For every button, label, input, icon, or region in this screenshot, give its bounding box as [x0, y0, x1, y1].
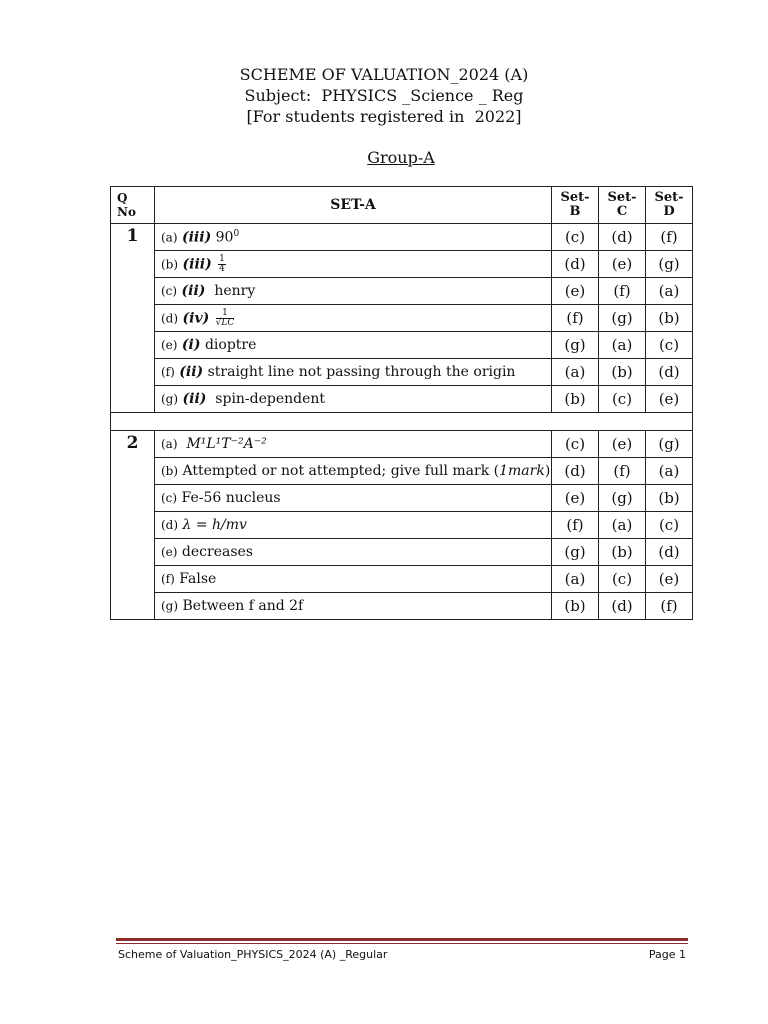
- table-row: [111, 593, 693, 620]
- answer-text: Fe-56 nucleus: [181, 490, 281, 506]
- option-number: (ii): [179, 364, 204, 380]
- set-d-label-1: Set-: [654, 190, 684, 205]
- item-label: (c): [161, 491, 178, 505]
- set-b-cell: (e): [552, 278, 599, 305]
- answer-cell: [155, 539, 552, 566]
- table-row: [111, 305, 693, 332]
- fraction-denominator: √LC: [215, 317, 235, 328]
- set-c-header: [599, 187, 646, 224]
- separator-cell: [111, 413, 693, 431]
- answer-cell: [155, 512, 552, 539]
- option-number: (ii): [181, 283, 206, 299]
- item-label: (e): [161, 545, 178, 559]
- valuation-table: [110, 186, 693, 620]
- set-c-cell: (a): [599, 332, 646, 359]
- answer-text: Between f and 2f: [182, 598, 304, 614]
- set-d-cell: (d): [646, 359, 693, 386]
- answer-cell: [155, 278, 552, 305]
- answer-cell: [155, 431, 552, 458]
- item-label: (g): [161, 599, 179, 613]
- set-b-cell: (b): [552, 593, 599, 620]
- set-d-header: [646, 187, 693, 224]
- answer-cell: [155, 458, 552, 485]
- set-a-header: SET-A: [155, 187, 552, 224]
- answer-text: henry: [205, 283, 256, 299]
- table-row: [111, 359, 693, 386]
- set-b-cell: (b): [552, 386, 599, 413]
- answer-text: straight line not passing through the origin: [203, 364, 516, 380]
- item-label: (e): [161, 338, 178, 352]
- set-d-cell: (e): [646, 386, 693, 413]
- set-d-cell: (c): [646, 332, 693, 359]
- no-label: No: [117, 205, 136, 219]
- q-no-header: [111, 187, 155, 224]
- q-label: Q: [117, 191, 128, 205]
- item-label: (b): [161, 464, 179, 478]
- answer-cell: [155, 485, 552, 512]
- set-b-label-1: Set-: [560, 190, 590, 205]
- set-b-cell: (c): [552, 431, 599, 458]
- option-number: (iv): [182, 310, 210, 326]
- set-c-cell: (b): [599, 359, 646, 386]
- set-b-cell: (e): [552, 485, 599, 512]
- answer-text: False: [179, 571, 217, 587]
- set-b-cell: (g): [552, 332, 599, 359]
- header-title: SCHEME OF VALUATION_2024 (A): [239, 65, 529, 84]
- answer-text: spin-dependent: [206, 391, 326, 407]
- set-d-cell: (b): [646, 305, 693, 332]
- footer-rule-thin: [116, 943, 688, 944]
- answer-cell: [155, 593, 552, 620]
- option-number: (ii): [182, 391, 207, 407]
- answer-text: dioptre: [200, 337, 257, 353]
- option-number: (iii): [182, 256, 212, 272]
- footer-document-name: Scheme of Valuation_PHYSICS_2024 (A) _Regular: [118, 948, 388, 961]
- set-d-cell: (g): [646, 251, 693, 278]
- question-number-2: 2: [111, 431, 155, 620]
- header-registration: [For students registered in 2022]: [246, 107, 522, 126]
- question-number-1: 1: [111, 224, 155, 413]
- set-d-cell: (d): [646, 539, 693, 566]
- set-d-label-2: D: [663, 204, 675, 219]
- answer-text: λ = h/mv: [182, 517, 247, 533]
- table-row: [111, 386, 693, 413]
- answer-cell: [155, 566, 552, 593]
- option-number: (iii): [181, 229, 212, 246]
- answer-cell: [155, 359, 552, 386]
- set-c-cell: (a): [599, 512, 646, 539]
- answer-cell: [155, 251, 552, 278]
- set-b-label-2: B: [569, 204, 581, 219]
- table-row: [111, 224, 693, 251]
- set-d-cell: (b): [646, 485, 693, 512]
- set-d-cell: (e): [646, 566, 693, 593]
- table-row: [111, 485, 693, 512]
- set-c-cell: (d): [599, 224, 646, 251]
- set-d-cell: (a): [646, 458, 693, 485]
- answer-cell: [155, 224, 552, 251]
- table-header-row: [111, 187, 693, 224]
- set-c-cell: (c): [599, 566, 646, 593]
- table-row: [111, 512, 693, 539]
- answer-text: decreases: [181, 544, 253, 560]
- header-subject: Subject: PHYSICS _Science _ Reg: [244, 86, 524, 105]
- separator-row: [111, 413, 693, 431]
- item-label: (c): [161, 284, 178, 298]
- item-label: (a): [161, 230, 178, 245]
- set-b-cell: (a): [552, 359, 599, 386]
- table-row: [111, 458, 693, 485]
- item-label: (g): [161, 392, 179, 406]
- answer-text: M¹L¹T⁻²A⁻²: [186, 436, 267, 452]
- fraction-numerator: 1: [219, 253, 225, 264]
- answer-text: Attempted or not attempted; give full mark (: [182, 463, 500, 479]
- footer-rule-thick: [116, 938, 688, 941]
- table-row: [111, 539, 693, 566]
- set-b-cell: (d): [552, 251, 599, 278]
- set-b-header: [552, 187, 599, 224]
- fraction-denominator: 4: [219, 263, 225, 274]
- set-b-cell: (f): [552, 305, 599, 332]
- answer-cell: [155, 386, 552, 413]
- set-b-cell: (d): [552, 458, 599, 485]
- item-label: (a): [161, 437, 178, 451]
- set-c-cell: (c): [599, 386, 646, 413]
- set-c-cell: (g): [599, 485, 646, 512]
- set-d-cell: (a): [646, 278, 693, 305]
- item-label: (d): [161, 518, 179, 532]
- table-row: [111, 251, 693, 278]
- answer-cell: [155, 305, 552, 332]
- set-c-cell: (f): [599, 458, 646, 485]
- footer-page-number: Page 1: [648, 948, 686, 961]
- table-row: [111, 566, 693, 593]
- item-label: (f): [161, 572, 175, 586]
- set-b-cell: (c): [552, 224, 599, 251]
- answer-cell: [155, 332, 552, 359]
- set-d-cell: (f): [646, 224, 693, 251]
- item-label: (b): [161, 257, 179, 271]
- item-label: (d): [161, 311, 179, 325]
- option-number: (i): [181, 337, 201, 353]
- table-row: [111, 431, 693, 458]
- item-label: (f): [161, 365, 175, 379]
- closing-paren: ): [544, 463, 551, 479]
- table-row: [111, 278, 693, 305]
- answer-text: 90: [211, 229, 234, 246]
- set-d-cell: (g): [646, 431, 693, 458]
- set-c-cell: (d): [599, 593, 646, 620]
- set-c-cell: (e): [599, 251, 646, 278]
- group-title: Group-A: [367, 148, 435, 167]
- set-c-cell: (g): [599, 305, 646, 332]
- set-c-label-2: C: [616, 204, 628, 219]
- document-header: [0, 64, 768, 127]
- table-row: [111, 332, 693, 359]
- mark-note: 1mark: [499, 463, 545, 479]
- set-c-cell: (b): [599, 539, 646, 566]
- degree-superscript: 0: [233, 228, 240, 239]
- set-b-cell: (f): [552, 512, 599, 539]
- set-d-cell: (c): [646, 512, 693, 539]
- set-c-cell: (f): [599, 278, 646, 305]
- set-c-cell: (e): [599, 431, 646, 458]
- fraction: [216, 309, 235, 328]
- set-c-label-1: Set-: [607, 190, 637, 205]
- fraction: [218, 255, 226, 274]
- set-b-cell: (a): [552, 566, 599, 593]
- set-d-cell: (f): [646, 593, 693, 620]
- set-b-cell: (g): [552, 539, 599, 566]
- fraction-numerator: 1: [216, 309, 235, 319]
